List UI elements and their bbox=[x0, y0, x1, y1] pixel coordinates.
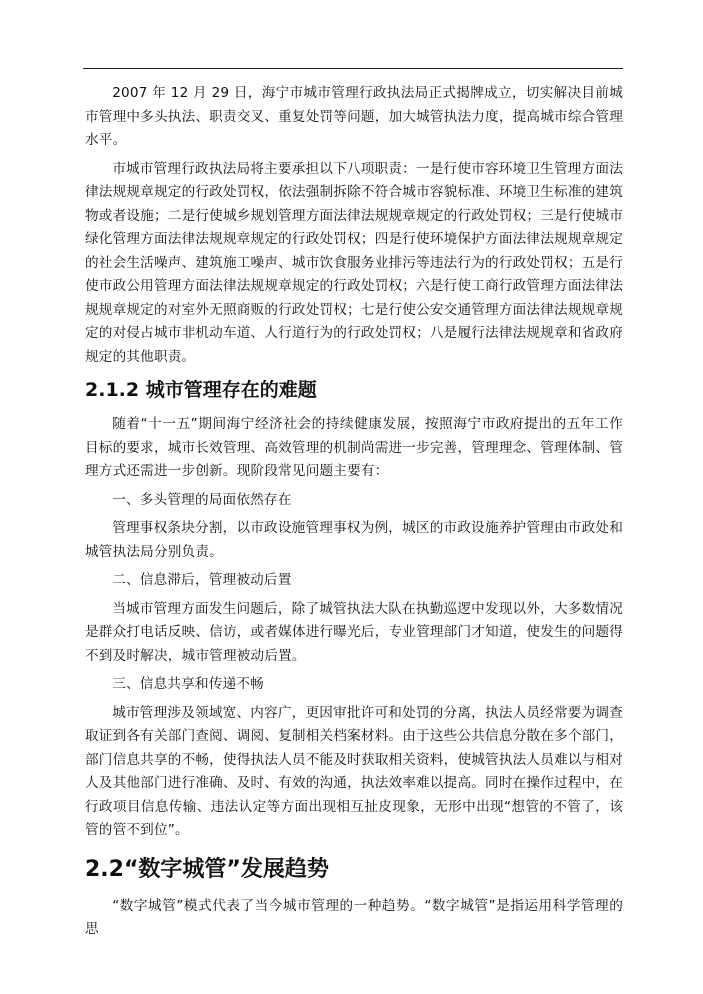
document-body bbox=[85, 82, 623, 947]
list-item-body-3: 城市管理涉及领域宽、内容广，更因审批许可和处罚的分离，执法人员经常要为调查取证到各有关部门查阅、调阅、复制相关档案材料。由于这些公共信息分散在多个部门，部门信息共享的不畅，使得执法人员不能及时获取相关资料，使城管执法人员难以与相对人及其他部门进行准确、及时、有效的沟通，执法效率难以提高。同时在操作过程中，在行政项目信息传输、违法认定等方面出现相互扯皮现象，无形中出现“想管的不管了，该管的管不到位”。 bbox=[85, 704, 623, 838]
header-rule bbox=[83, 68, 623, 69]
section-heading-2-2: 2.2“数字城管”发展趋势 bbox=[85, 856, 329, 882]
list-item-title-1: 一、多头管理的局面依然存在 bbox=[112, 491, 292, 508]
list-item-body-1: 管理事权条块分割，以市政设施管理事权为例，城区的市政设施养护管理由市政处和城管执法局分别负责。 bbox=[85, 520, 623, 560]
paragraph-digital-city-intro: “数字城管”模式代表了当今城市管理的一种趋势。“数字城管”是指运用科学管理的思 bbox=[85, 897, 623, 937]
list-item-title-3: 三、信息共享和传递不畅 bbox=[112, 676, 264, 692]
paragraph-bureau-founding: 2007 年 12 月 29 日，海宁市城市管理行政执法局正式揭牌成立，切实解决目前城市管理中多头执法、职责交叉、重复处罚等问题，加大城管执法力度，提高城市综合管理水平。 bbox=[85, 85, 623, 148]
paragraph-eight-duties: 市城市管理行政执法局将主要承担以下八项职责：一是行使市容环境卫生管理方面法律法规规章规定的行政处罚权，依法强制拆除不符合城市容貌标准、环境卫生标准的建筑物或者设施；二是行使城乡规划管理方面法律法规规章规定的行政处罚权；三是行使城市绿化管理方面法律法规规章规定的行政处罚权；四是行使环境保护方面法律法规规章规定的社会生活噪声、建筑施工噪声、城市饮食服务业排污等违法行为的行政处罚权；五是行使市政公用管理方面法律法规规章规定的行政处罚权；六是行使工商行政管理方面法律法规规章规定的对室外无照商贩的行政处罚权；七是行使公安交通管理方面法律法规规章规定的对侵占城市非机动车道、人行道行为的行政处罚权；八是履行法律法规规章和省政府规定的其他职责。 bbox=[85, 160, 623, 365]
section-heading-2-1-2: 2.1.2 城市管理存在的难题 bbox=[85, 379, 317, 401]
list-item-title-2: 二、信息滞后，管理被动后置 bbox=[112, 572, 292, 588]
paragraph-problems-intro: 随着“十一五”期间海宁经济社会的持续健康发展，按照海宁市政府提出的五年工作目标的要求，城市长效管理、高效管理的机制尚需进一步完善，管理理念、管理体制、管理方式还需进一步创新。现阶段常见问题主要有： bbox=[85, 416, 623, 479]
list-item-body-2: 当城市管理方面发生问题后，除了城管执法大队在执勤巡逻中发现以外，大多数情况是群众打电话反映、信访，或者媒体进行曝光后，专业管理部门才知道，使发生的问题得不到及时解决，城市管理被动后置。 bbox=[85, 600, 623, 664]
